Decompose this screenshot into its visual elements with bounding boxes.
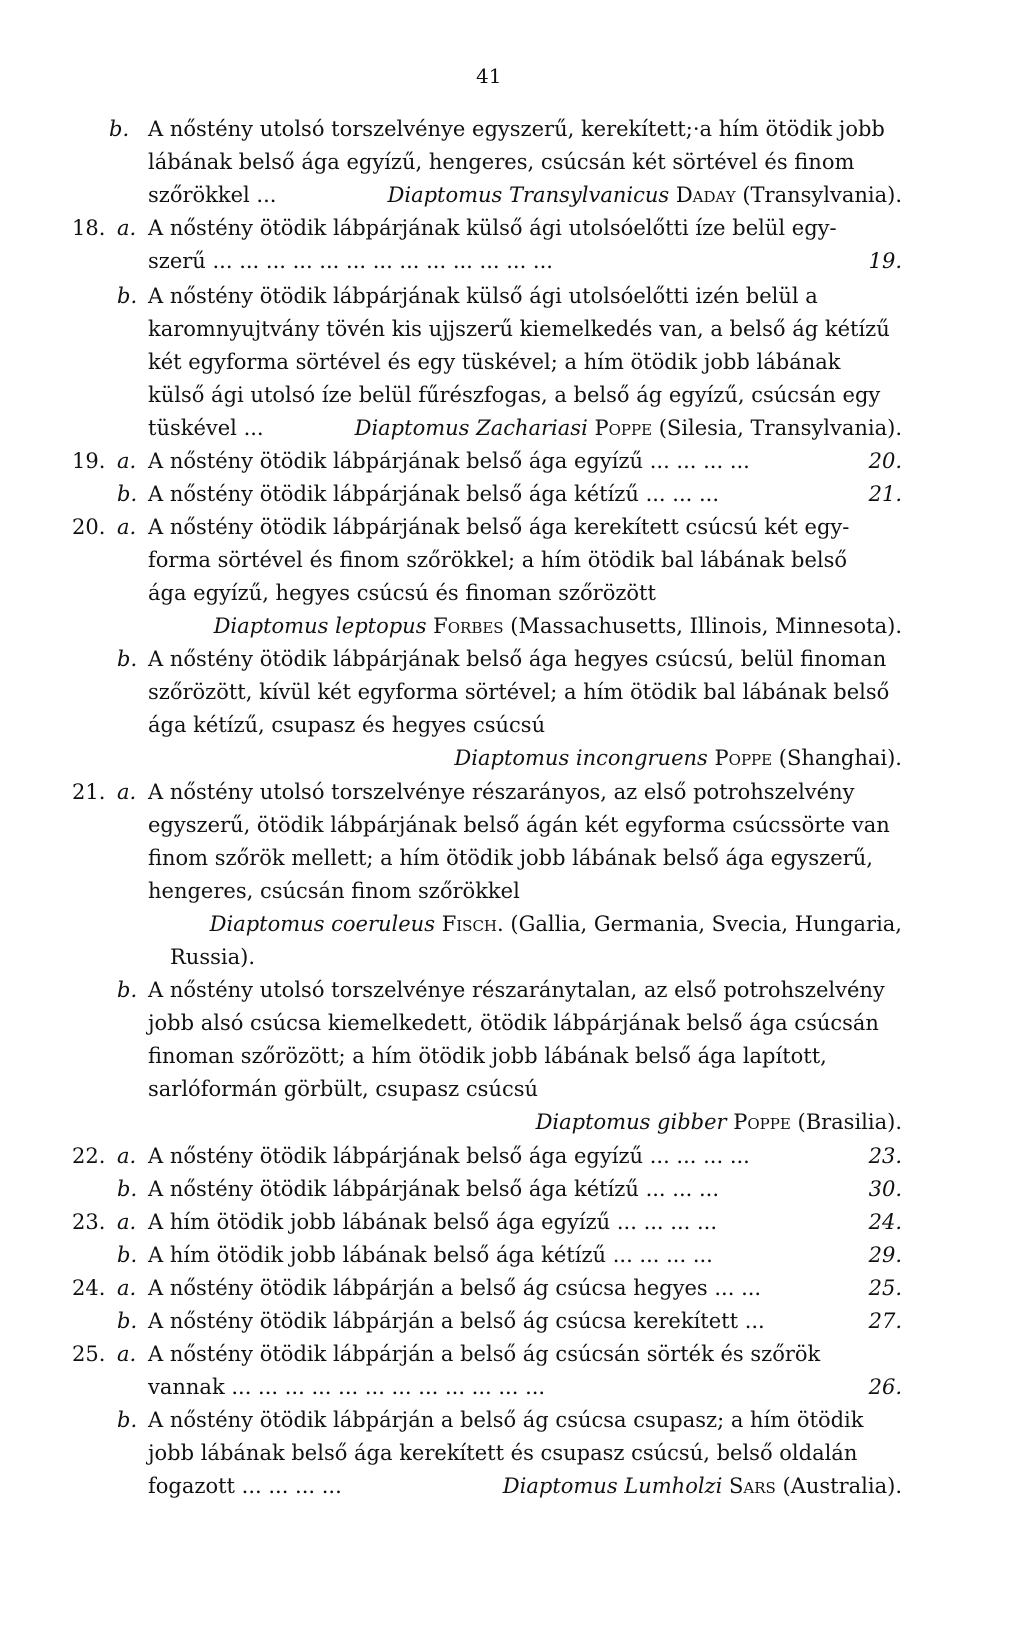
key-text: A nőstény ötödik lábpárjának belső ága kétízű ... ... ... [148, 482, 719, 506]
key-line [0, 642, 1024, 676]
key-option-label: b. [117, 284, 138, 308]
key-text: jobb alsó csúcsa kiemelkedett, ötödik lábpárjának belső ága csúcsán [148, 1011, 879, 1035]
page-number: 41 [476, 64, 502, 88]
taxon-entry [388, 178, 902, 212]
key-line [0, 1304, 1024, 1338]
key-line [0, 543, 1024, 577]
species-name: Diaptomus Lumholzi [502, 1474, 723, 1498]
taxon-entry [355, 411, 902, 445]
species-locality: (Transylvania). [742, 183, 902, 207]
species-author: Sars [729, 1474, 776, 1498]
key-option-label: b. [117, 647, 138, 671]
key-line [0, 112, 1024, 146]
key-option-label: b. [117, 1408, 138, 1432]
key-text: A nőstény ötödik lábpárjának külső ági utolsóelőtti izén belül a [148, 284, 818, 308]
key-text: hengeres, csúcsán finom szőrökkel [148, 879, 520, 903]
key-line [0, 1436, 1024, 1470]
key-text: Russia). [170, 945, 255, 969]
key-line [0, 378, 1024, 412]
key-line [0, 1238, 1024, 1272]
key-line [0, 609, 1024, 643]
species-name: Diaptomus gibber [535, 1110, 727, 1134]
key-text: szőrökkel ... [148, 183, 277, 207]
key-text: A nőstény ötödik lábpárjának belső ága kétízű ... ... ... [148, 1177, 719, 1201]
key-text: finom szőrök mellett; a hím ötödik jobb lábának belső ága egyszerű, [148, 846, 873, 870]
key-option-label: a. [117, 449, 137, 473]
species-author: Daday [675, 183, 736, 207]
key-text: karomnyujtvány tövén kis ujjszerű kiemelkedés van, a belső ág kétízű [148, 317, 890, 341]
species-locality: (Australia). [782, 1474, 902, 1498]
key-text: A nőstény ötödik lábpárján a belső ág csúcsa kerekített ... [148, 1309, 765, 1333]
species-author: Poppe [714, 746, 773, 770]
species-author: Poppe [733, 1110, 791, 1134]
key-reference: 25. [868, 1276, 902, 1300]
key-reference: 29. [868, 1243, 902, 1267]
key-number: 24. [72, 1276, 106, 1300]
key-text: ága egyízű, hegyes csúcsú és finoman szőrözött [148, 581, 656, 605]
key-option-label: b. [117, 978, 138, 1002]
key-line [0, 411, 1024, 445]
key-number: 22. [72, 1144, 106, 1168]
key-text: A nőstény ötödik lábpárjának belső ága hegyes csúcsú, belül finoman [148, 647, 887, 671]
species-author: Fisch. [441, 912, 504, 936]
key-line [0, 841, 1024, 875]
key-option-label: a. [117, 780, 137, 804]
species-name: Diaptomus incongruens [454, 746, 708, 770]
key-option-label: a. [117, 1342, 137, 1366]
key-text: két egyforma sörtével és egy tüskével; a hím ötödik jobb lábának [148, 350, 841, 374]
key-line [0, 675, 1024, 709]
key-text: tüskével ... [148, 416, 264, 440]
taxon-entry [214, 609, 902, 643]
key-line [0, 741, 1024, 775]
key-option-label: b. [117, 1309, 138, 1333]
key-reference: 20. [868, 449, 902, 473]
key-text: fogazott ... ... ... ... [148, 1474, 342, 1498]
key-line [0, 444, 1024, 478]
key-reference: 24. [868, 1210, 902, 1234]
key-reference: 19. [868, 249, 902, 273]
key-number: 19. [72, 449, 106, 473]
key-line [0, 973, 1024, 1007]
key-reference: 21. [868, 482, 902, 506]
key-line [0, 874, 1024, 908]
species-name: Diaptomus leptopus [213, 614, 427, 638]
key-reference: 23. [868, 1144, 902, 1168]
species-locality: (Brasilia). [797, 1110, 902, 1134]
key-text: vannak ... ... ... ... ... ... ... ... ... ... ... ... [148, 1375, 546, 1399]
species-author: Forbes [433, 614, 504, 638]
key-text: szerű ... ... ... ... ... ... ... ... ... ... ... ... ... [148, 249, 553, 273]
key-line [0, 211, 1024, 245]
key-line [0, 1105, 1024, 1139]
key-text: A nőstény ötödik lábpárján a belső ág csúcsán sörték és szőrök [148, 1342, 821, 1366]
key-line [0, 940, 1024, 974]
taxon-entry [503, 1469, 902, 1503]
key-option-label: b. [117, 1243, 138, 1267]
key-text: A nőstény ötödik lábpárján a belső ág csúcsa hegyes ... ... [148, 1276, 762, 1300]
key-text: A nőstény utolsó torszelvénye részaránytalan, az első potrohszelvény [148, 978, 885, 1002]
key-line [0, 1205, 1024, 1239]
key-text: egyszerű, ötödik lábpárjának belső ágán két egyforma csúcssörte van [148, 813, 890, 837]
species-locality: (Silesia, Transylvania). [658, 416, 902, 440]
key-line [0, 312, 1024, 346]
key-reference: 26. [868, 1375, 902, 1399]
key-text: A nőstény ötödik lábpárjának külső ági utolsóelőtti íze belül egy- [148, 216, 837, 240]
taxon-entry [210, 907, 902, 941]
key-line [0, 1271, 1024, 1305]
key-text: ága kétízű, csupasz és hegyes csúcsú [148, 713, 546, 737]
key-option-label: a. [117, 216, 137, 240]
key-option-label: a. [117, 1144, 137, 1168]
key-option-label: b. [117, 482, 138, 506]
key-text: A hím ötödik jobb lábának belső ága kétízű ... ... ... ... [148, 1243, 713, 1267]
key-text: lábának belső ága egyízű, hengeres, csúcsán két sörtével és finom [148, 150, 855, 174]
species-locality: (Gallia, Germania, Svecia, Hungaria, [510, 912, 902, 936]
key-line [0, 1039, 1024, 1073]
key-option-label: a. [117, 1210, 137, 1234]
key-number: 23. [72, 1210, 106, 1234]
key-line [0, 244, 1024, 278]
species-name: Diaptomus Transylvanicus [387, 183, 670, 207]
key-line [0, 808, 1024, 842]
key-number: 20. [72, 515, 106, 539]
key-text: forma sörtével és finom szőrökkel; a hím ötödik bal lábának belső [148, 548, 848, 572]
key-line [0, 1072, 1024, 1106]
key-line [0, 477, 1024, 511]
key-reference: 27. [868, 1309, 902, 1333]
key-line [0, 576, 1024, 610]
species-name: Diaptomus Zachariasi [354, 416, 588, 440]
key-text: A nőstény ötödik lábpárjának belső ága egyízű ... ... ... ... [148, 449, 750, 473]
key-line [0, 279, 1024, 313]
key-line [0, 1006, 1024, 1040]
key-line [0, 907, 1024, 941]
key-text: jobb lábának belső ága kerekített és csupasz csúcsú, belső oldalán [148, 1441, 858, 1465]
taxon-entry [454, 741, 902, 775]
key-line [0, 1139, 1024, 1173]
key-line [0, 1337, 1024, 1371]
key-text: A hím ötödik jobb lábának belső ága egyízű ... ... ... ... [148, 1210, 717, 1234]
key-reference: 30. [868, 1177, 902, 1201]
key-text: szőrözött, kívül két egyforma sörtével; a hím ötödik bal lábának belső [148, 680, 890, 704]
key-text: A nőstény ötödik lábpárjának belső ága egyízű ... ... ... ... [148, 1144, 750, 1168]
key-text: külső ági utolsó íze belül fűrészfogas, a belső ág egyízű, csúcsán egy [148, 383, 881, 407]
taxon-entry [536, 1105, 902, 1139]
key-text: A nőstény ötödik lábpárjának belső ága kerekített csúcsú két egy- [148, 515, 850, 539]
key-text: A nőstény utolsó torszelvénye egyszerű, kerekített;·a hím ötödik jobb [148, 117, 885, 141]
key-line [0, 1370, 1024, 1404]
key-line [0, 1403, 1024, 1437]
key-line [0, 345, 1024, 379]
key-option-label: a. [117, 515, 137, 539]
key-option-label: b. [117, 1177, 138, 1201]
key-option-label: a. [117, 1276, 137, 1300]
key-number: 25. [72, 1342, 106, 1366]
key-text: A nőstény ötödik lábpárján a belső ág csúcsa csupasz; a hím ötödik [148, 1408, 864, 1432]
key-number: 21. [72, 780, 106, 804]
key-line [0, 775, 1024, 809]
key-line [0, 1172, 1024, 1206]
key-line [0, 708, 1024, 742]
key-text: A nőstény utolsó torszelvénye részarányos, az első potrohszelvény [148, 780, 855, 804]
species-author: Poppe [594, 416, 653, 440]
key-line [0, 145, 1024, 179]
key-line [0, 510, 1024, 544]
key-number: 18. [72, 216, 106, 240]
key-text: finoman szőrözött; a hím ötödik jobb lábának belső ága lapított, [148, 1044, 827, 1068]
species-locality: (Massachusetts, Illinois, Minnesota). [510, 614, 902, 638]
species-locality: (Shanghai). [778, 746, 902, 770]
key-option-label: b. [109, 117, 130, 141]
key-line [0, 178, 1024, 212]
key-text: sarlóformán görbült, csupasz csúcsú [148, 1077, 539, 1101]
species-name: Diaptomus coeruleus [209, 912, 435, 936]
key-line [0, 1469, 1024, 1503]
